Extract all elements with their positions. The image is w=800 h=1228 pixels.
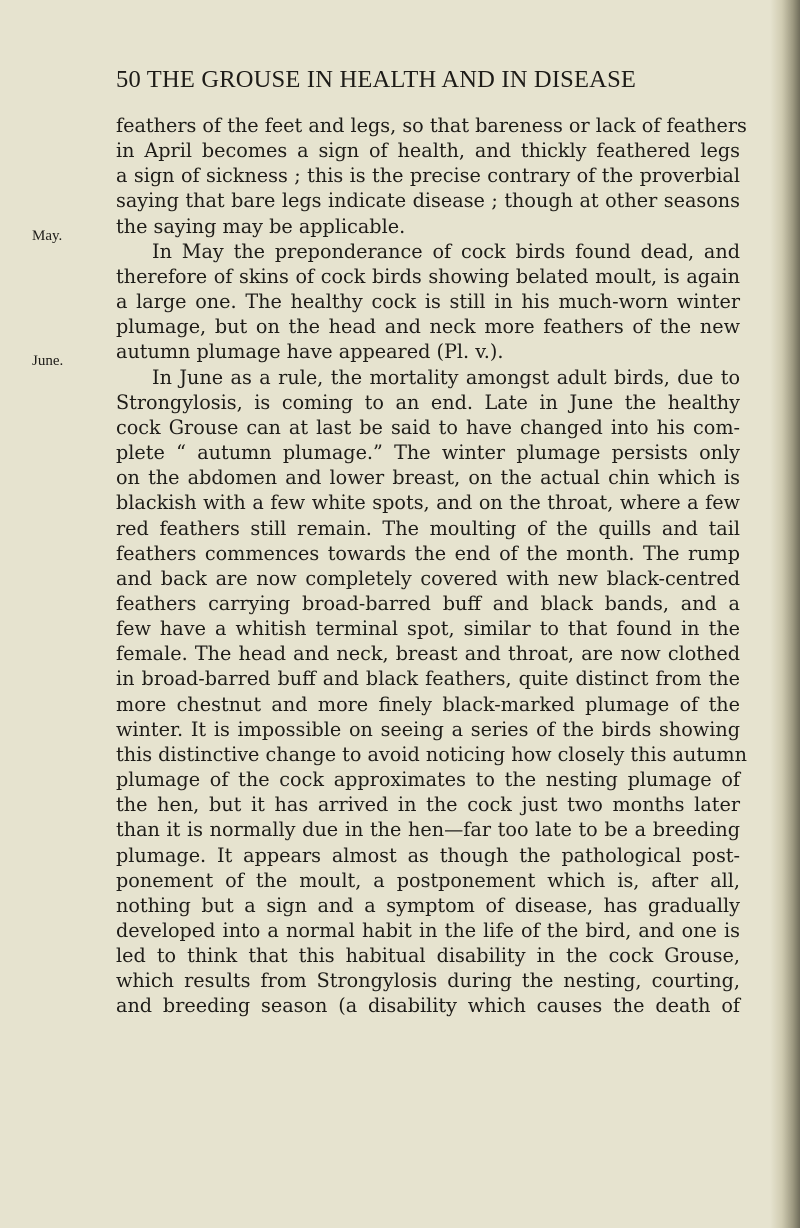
- text-line: the hen, but it has arrived in the cock just two months later: [116, 793, 740, 817]
- text-line: plumage, but on the head and neck more feathers of the new: [116, 315, 740, 339]
- text-line: feathers carrying broad-barred buff and black bands, and a: [116, 591, 740, 615]
- text-line: female. The head and neck, breast and throat, are now clothed: [116, 642, 740, 666]
- text-line: therefore of skins of cock birds showing belated moult, is again: [116, 264, 740, 288]
- text-line: ponement of the moult, a postponement which is, after all,: [116, 868, 740, 892]
- text-line: cock Grouse can at last be said to have changed into his com-: [116, 415, 740, 439]
- text-line: saying that bare legs indicate disease ; though at other seasons: [116, 189, 740, 213]
- text-line: blackish with a few white spots, and on the throat, where a few: [116, 491, 740, 515]
- text-line: led to think that this habitual disability in the cock Grouse,: [116, 944, 740, 968]
- text-line: and breeding season (a disability which causes the death of: [116, 994, 740, 1018]
- text-line: few have a whitish terminal spot, similar to that found in the: [116, 617, 740, 641]
- text-line: on the abdomen and lower breast, on the actual chin which is: [116, 466, 740, 490]
- running-header: 50 THE GROUSE IN HEALTH AND IN DISEASE: [116, 66, 637, 93]
- text-line: In June as a rule, the mortality amongst adult birds, due to: [152, 365, 740, 389]
- text-line: Strongylosis, is coming to an end. Late in June the healthy: [116, 390, 740, 414]
- body-text: [116, 113, 747, 1019]
- text-line: nothing but a sign and a symptom of disease, has gradually: [116, 893, 740, 917]
- text-line: plumage. It appears almost as though the pathological post-: [116, 843, 740, 867]
- text-line: more chestnut and more finely black-marked plumage of the: [116, 692, 740, 716]
- text-line: and back are now completely covered with new black-centred: [116, 566, 740, 590]
- text-line: red feathers still remain. The moulting of the quills and tail: [116, 516, 740, 540]
- text-line: which results from Strongylosis during the nesting, courting,: [116, 969, 740, 993]
- text-line: in April becomes a sign of health, and thickly feathered legs: [116, 139, 740, 163]
- text-line: In May the preponderance of cock birds found dead, and: [152, 239, 740, 263]
- text-line: plumage of the cock approximates to the nesting plumage of: [116, 768, 740, 792]
- text-line: in broad-barred buff and black feathers, quite distinct from the: [116, 667, 740, 691]
- text-line: plete “ autumn plumage.” The winter plumage persists only: [116, 441, 740, 465]
- text-line: this distinctive change to avoid noticing how closely this autumn: [116, 742, 747, 766]
- text-line: winter. It is impossible on seeing a series of the birds showing: [116, 717, 740, 741]
- text-line: a large one. The healthy cock is still in his much-worn winter: [116, 290, 740, 314]
- text-line: autumn plumage have appeared (Pl. v.).: [116, 340, 504, 364]
- text-line: than it is normally due in the hen—far too late to be a breeding: [116, 818, 740, 842]
- margin-note-june: June.: [32, 353, 64, 369]
- text-line: feathers commences towards the end of the month. The rump: [116, 541, 740, 565]
- text-line: the saying may be applicable.: [116, 214, 406, 238]
- page-edge-shadow: [770, 0, 800, 1228]
- text-line: feathers of the feet and legs, so that bareness or lack of feathers: [116, 114, 747, 137]
- margin-note-may: May.: [32, 228, 63, 244]
- text-line: developed into a normal habit in the life of the bird, and one is: [116, 919, 740, 942]
- text-line: a sign of sickness ; this is the precise contrary of the proverbial: [116, 164, 740, 188]
